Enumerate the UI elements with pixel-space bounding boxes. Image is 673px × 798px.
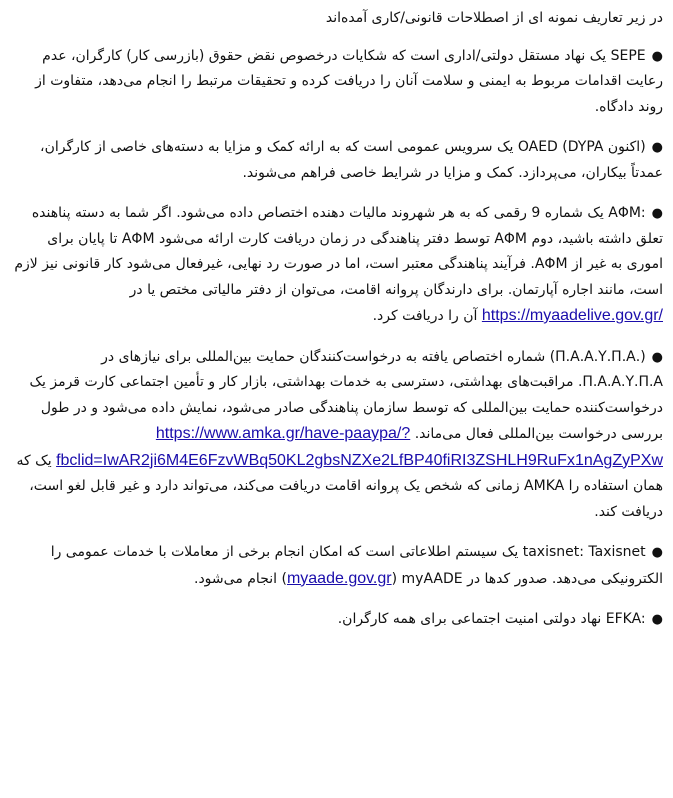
bullet-icon: ● [651, 612, 663, 627]
term: (Π.Α.Α.Υ.Π.Α.) [549, 348, 646, 365]
definition-afm [12, 201, 663, 330]
definitions-list [12, 44, 663, 633]
definition-sepe [12, 44, 663, 121]
bullet-icon: ● [651, 545, 663, 560]
definition-text: یک سیستم اطلاعاتی است که امکان انجام برخی از معاملات با خدمات عمومی را الکترونیکی می‌دهد. صدور کدها در myAADE [50, 544, 663, 587]
definition-text: شماره اختصاص یافته به درخواست‌کنندگان حمایت بین‌المللی برای نیازهای در Π.Α.Α.Υ.Π.Α. مراقبت‌های بهداشتی، دسترسی به خدمات بهداشتی، بازار کار و تأمین اجتماعی کارت قرمز یک درخواست‌کننده حمایت بین‌المللی که توسط سازمان پناهندگی صادر می‌شود، نمایش داده می‌شود و در طول بررسی درخواست بین‌المللی فعال می‌ماند. [29, 348, 663, 442]
bullet-icon: ● [651, 206, 663, 221]
definition-text: یک شماره 9 رقمی که به هر شهروند مالیات دهنده اختصاص داده می‌شود. اگر شما به دسته پناهنده تعلق داشته باشید، دوم ΑΦΜ توسط دفتر پناهندگی در زمان دریافت کارت ارائه می‌شود ΑΦΜ تا پایان برای اموری به غیر از ΑΦΜ. فرآیند پناهندگی معتبر است، اما در صورت رد نهایی، غیرفعال می‌شود کار قانونی نیز لازم است، مانند اجاره آپارتمان. برای دارندگان پروانه اقامت، می‌توان از دفتر مالیاتی مختص یا در [14, 205, 663, 298]
myaade-link[interactable]: myaade.gov.gr [286, 569, 392, 587]
bullet-icon: ● [651, 48, 663, 64]
definition-oaed [12, 135, 663, 186]
definition-text: یک سرویس عمومی است که به ارائه کمک و مزایا به دسته‌های خاصی از کارگران، عمدتاً بیکاران، می‌پردازد. کمک و مزایا در شرایط خاصی فراهم می‌شوند. [40, 139, 663, 181]
definition-text: نهاد دولتی امنیت اجتماعی برای همه کارگران. [337, 611, 602, 627]
amka-link[interactable]: https://www.amka.gr/have-paaypa/?fbclid=IwAR2ji6M4E6FzvWBq50KL2gbsNZXe2LfBP40fiRI3ZSHLH9RuFx1nAgZyPXw [56, 425, 663, 469]
bullet-icon: ● [651, 349, 663, 365]
term: SEPE [610, 47, 646, 64]
definition-text-after: آن را دریافت کرد. [372, 308, 478, 324]
term: ΑΦΜ: [608, 205, 646, 221]
term: EFKA: [605, 611, 646, 627]
definition-text: یک نهاد مستقل دولتی/اداری است که شکایات درخصوص نقض حقوق (بازرسی کار) کارگران، عدم رعایت اقدامات مربوط به ایمنی و سلامت آنان را دریافت کرده و تحقیقات مرتبط را انجام می‌دهد، متفاوت از روند دادگاه. [35, 47, 663, 115]
definition-paaypa [12, 345, 663, 526]
myaadelive-link[interactable]: https://myaadelive.gov.gr/ [481, 307, 663, 324]
definition-text-after: یک که همان استفاده را AMKA زمانی که شخص یک پروانه اقامت دریافت می‌کند، می‌تواند دارد و غیر قابل لغو است، دریافت کند. [16, 452, 663, 520]
term: taxisnet: Taxisnet [522, 544, 646, 560]
term: OAED (DYPA اکنون) [517, 139, 646, 155]
definition-taxisnet: ●taxisnet: Taxisnet یک سیستم اطلاعاتی است که امکان انجام برخی از معاملات با خدمات عمومی را الکترونیکی می‌دهد. صدور کدها در myAADE (myaade.gov.gr) انجام می‌شود. [12, 540, 663, 592]
definition-efka [12, 607, 663, 633]
definition-text-after: انجام می‌شود. [194, 570, 278, 587]
intro-text: در زیر تعاریف نمونه ای از اصطلاحات قانونی/کاری آمده‌اند [325, 10, 663, 26]
bullet-icon: ● [651, 140, 663, 155]
